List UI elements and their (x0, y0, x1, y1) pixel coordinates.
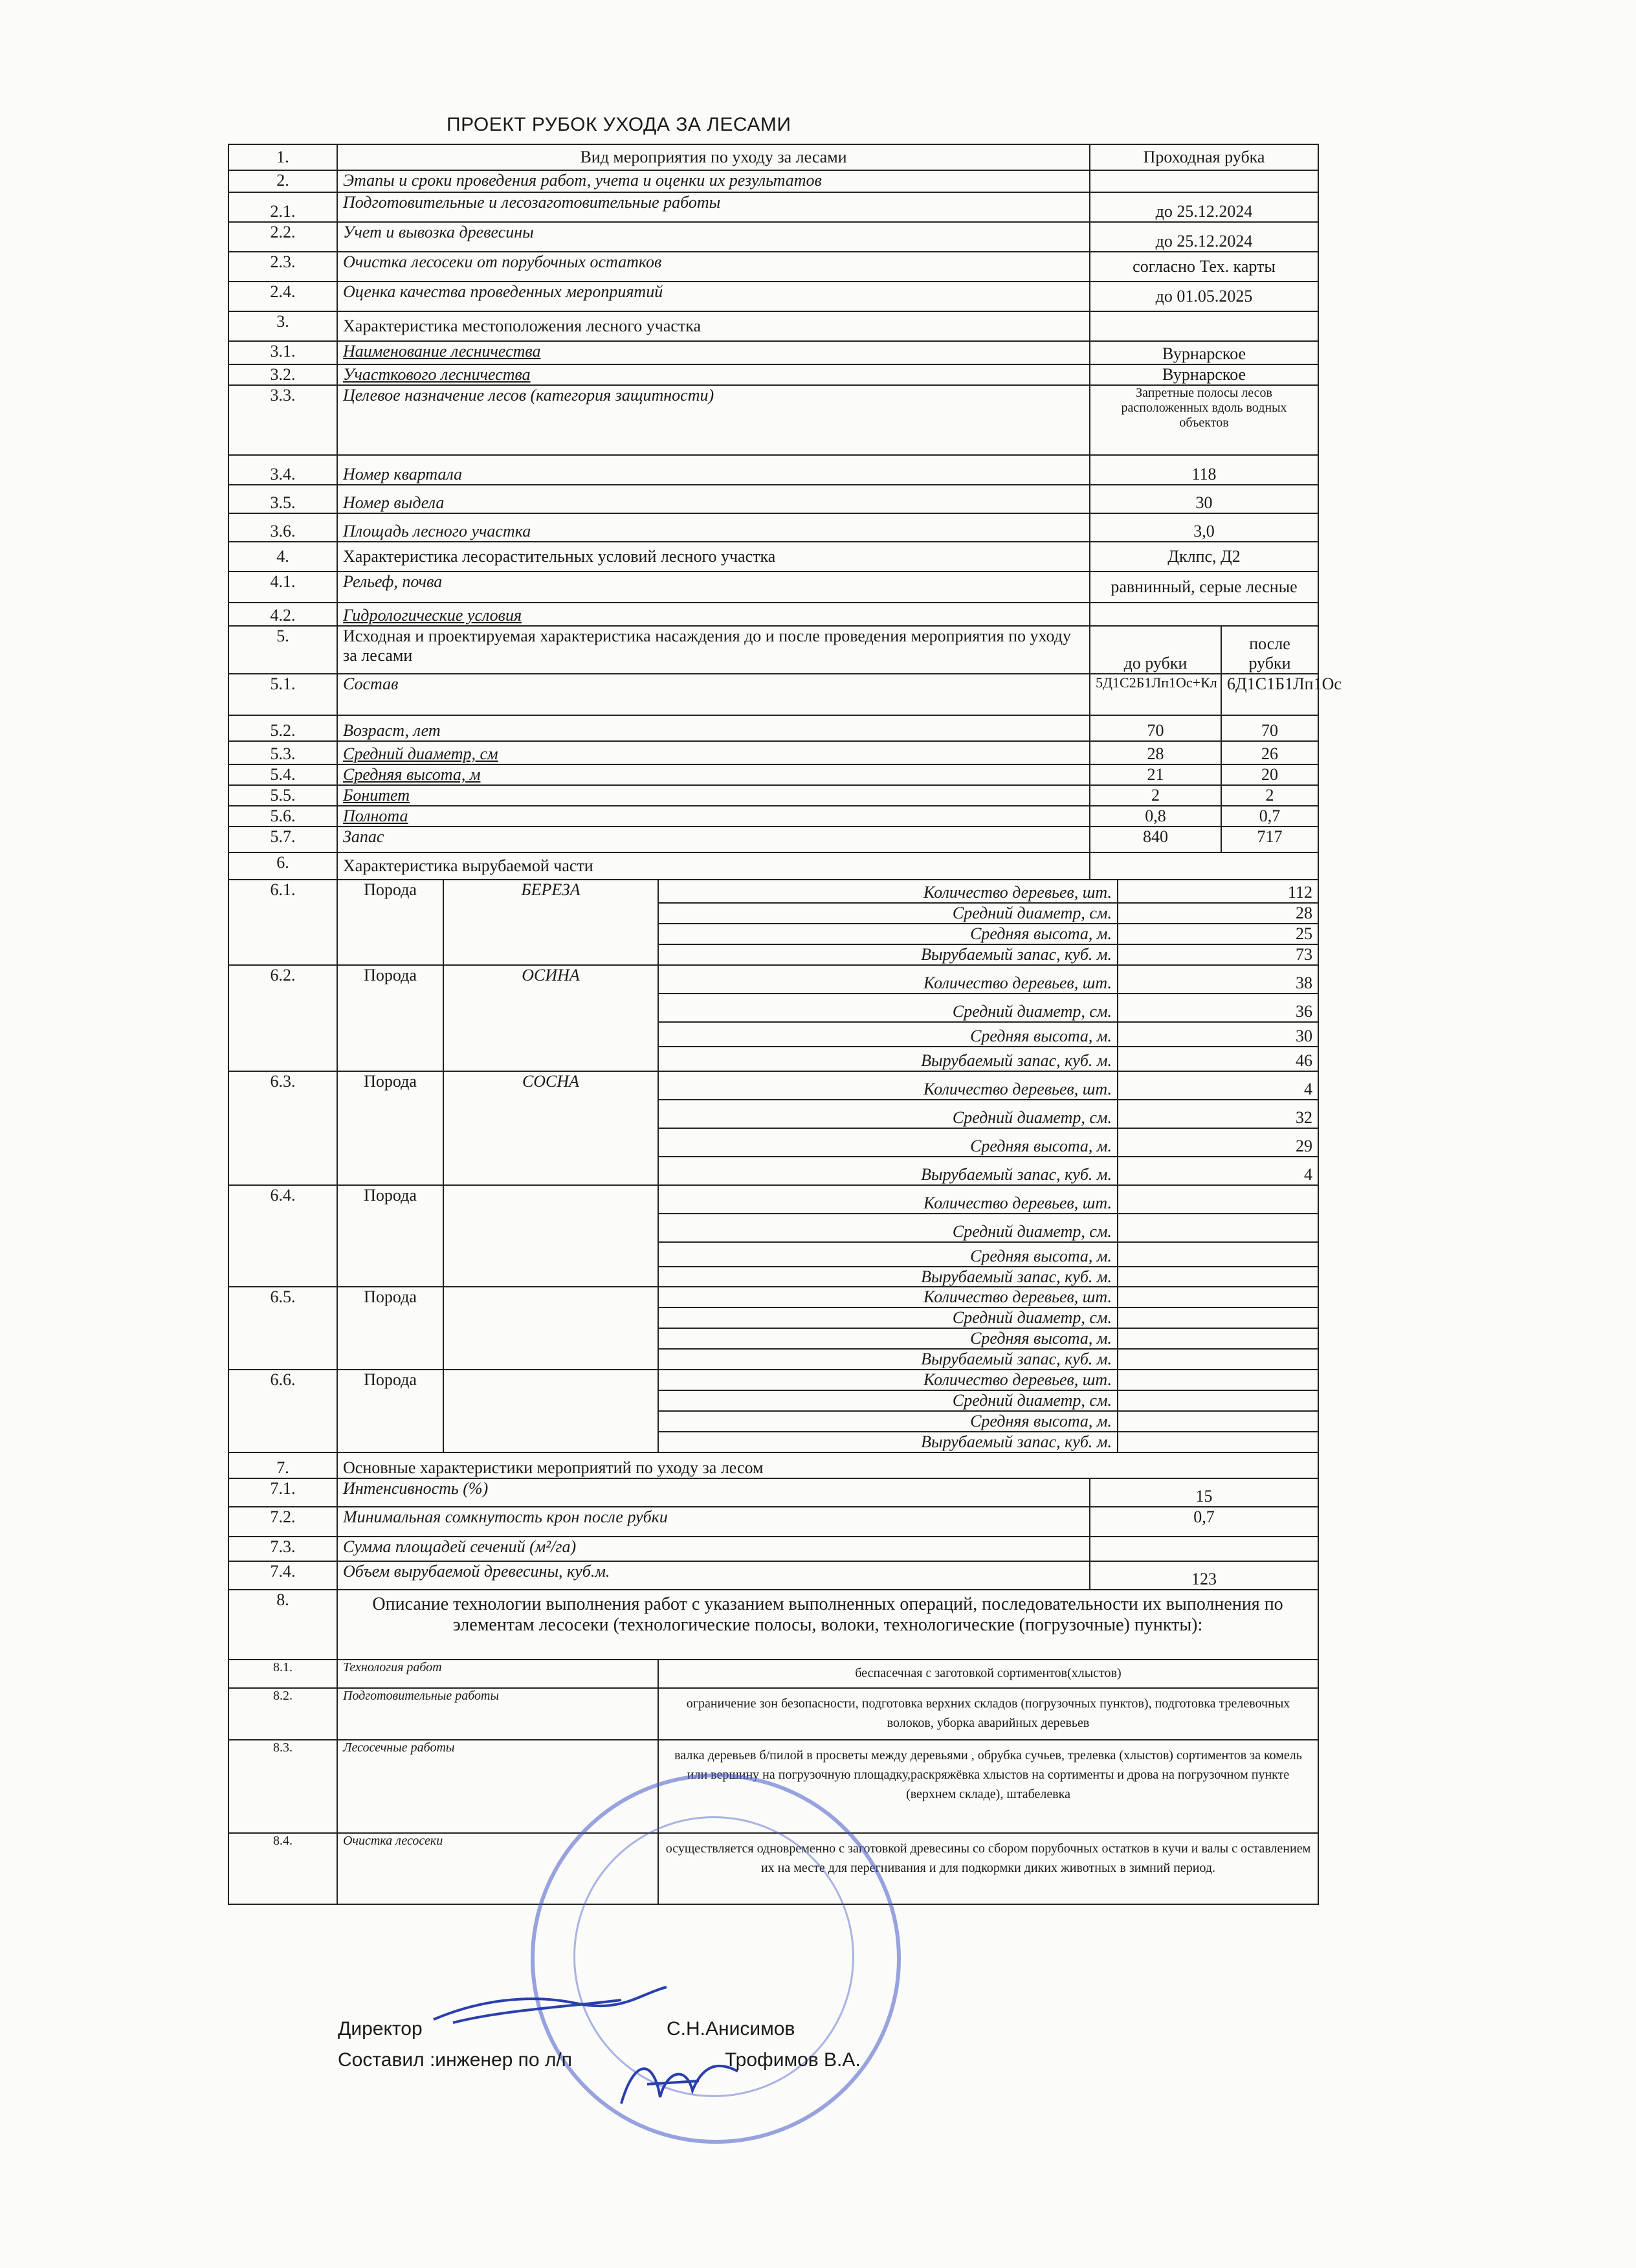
composer-line (338, 2049, 861, 2071)
poroda-label: Порода (337, 965, 443, 1071)
before-value: 70 (1090, 715, 1221, 741)
row-value: осуществляется одновременно с заготовкой древесины со сбором порубочных остатков в кучи и валы с оставлением их на месте для перегнивания и для подкормки диких животных в зимний период. (658, 1833, 1318, 1904)
row-2-2 (228, 222, 1318, 252)
poroda-label: Порода (337, 1287, 443, 1370)
row-number: 3.1. (228, 341, 337, 364)
row-number: 7.4. (228, 1561, 337, 1590)
species-metric-value (1118, 1185, 1318, 1214)
row-3-5 (228, 485, 1318, 513)
after-value: 20 (1221, 764, 1318, 785)
after-value: 70 (1221, 715, 1318, 741)
species-metric-label: Средняя высота, м. (658, 1411, 1118, 1432)
species-metric-value (1118, 1349, 1318, 1370)
species-metric-label: Средний диаметр, см. (658, 1214, 1118, 1242)
row-number: 4.1. (228, 572, 337, 603)
row-number: 1. (228, 144, 337, 170)
row-number: 8. (228, 1590, 337, 1660)
species-number: 6.6. (228, 1370, 337, 1452)
species-metric-value (1118, 1267, 1318, 1287)
species-name (443, 1370, 658, 1452)
row-number: 8.2. (228, 1688, 337, 1740)
row-2-1 (228, 192, 1318, 222)
row-4-1 (228, 572, 1318, 603)
row-value: 123 (1090, 1561, 1318, 1590)
species-metric-label: Количество деревьев, шт. (658, 1370, 1118, 1390)
row-3-6 (228, 513, 1318, 542)
row-label: Вид мероприятия по уходу за лесами (337, 144, 1090, 170)
row-value: Дклпс, Д2 (1090, 542, 1318, 572)
composer-label: Составил :инженер по л/п (338, 2049, 573, 2071)
species-metric-value (1118, 1411, 1318, 1432)
row-label: Этапы и сроки проведения работ, учета и оценки их результатов (337, 170, 1090, 192)
row-label: Сумма площадей сечений (м²/га) (337, 1537, 1090, 1561)
row-label: Подготовительные и лесозаготовительные работы (337, 192, 1090, 222)
species-metric-label: Вырубаемый запас, куб. м. (658, 1432, 1118, 1452)
species-metric-label: Средняя высота, м. (658, 1328, 1118, 1349)
row-number: 8.1. (228, 1660, 337, 1688)
row-4 (228, 542, 1318, 572)
species-metric-label: Количество деревьев, шт. (658, 1071, 1118, 1100)
row-5-7 (228, 827, 1318, 852)
species-metric-value (1118, 1370, 1318, 1390)
director-signature (427, 1974, 673, 2032)
row-label: Номер квартала (337, 455, 1090, 485)
after-value: 2 (1221, 785, 1318, 806)
row-3-3 (228, 385, 1318, 455)
row-number: 5.7. (228, 827, 337, 852)
row-5-1 (228, 674, 1318, 715)
species-number: 6.1. (228, 880, 337, 965)
species-name: СОСНА (443, 1071, 658, 1185)
before-value: 5Д1С2Б1Лп1Ос+Кл (1090, 674, 1221, 715)
after-value: 0,7 (1221, 806, 1318, 827)
row-label: Средний диаметр, см (337, 741, 1090, 764)
species-metric-label: Средняя высота, м. (658, 1022, 1118, 1047)
after-value: 717 (1221, 827, 1318, 852)
species-metric-value (1118, 1242, 1318, 1267)
before-header: до рубки (1090, 626, 1221, 674)
row-5-2 (228, 715, 1318, 741)
row-label: Характеристика местоположения лесного участка (337, 311, 1090, 341)
species-metric-label: Вырубаемый запас, куб. м. (658, 1267, 1118, 1287)
director-label: Директор (338, 2018, 423, 2040)
row-value: 3,0 (1090, 513, 1318, 542)
poroda-label: Порода (337, 1370, 443, 1452)
row-number: 6. (228, 852, 337, 880)
poroda-label: Порода (337, 1071, 443, 1185)
species-metric-value (1118, 1390, 1318, 1411)
species-metric-value: 73 (1118, 944, 1318, 965)
row-number: 5.4. (228, 764, 337, 785)
row-value: 118 (1090, 455, 1318, 485)
row-label: Номер выдела (337, 485, 1090, 513)
row-value (1090, 852, 1318, 880)
species-row (228, 1185, 1318, 1214)
row-value: Вурнарское (1090, 364, 1318, 385)
row-label: Исходная и проектируемая характеристика насаждения до и после проведения мероприятия по уходу за лесами (337, 626, 1090, 674)
row-label: Лесосечные работы (337, 1740, 658, 1833)
species-number: 6.4. (228, 1185, 337, 1287)
species-metric-label: Количество деревьев, шт. (658, 965, 1118, 994)
species-metric-value: 112 (1118, 880, 1318, 903)
row-value: равнинный, серые лесные (1090, 572, 1318, 603)
row-value (1090, 170, 1318, 192)
species-row (228, 965, 1318, 994)
row-number: 3.6. (228, 513, 337, 542)
row-number: 7. (228, 1452, 337, 1478)
row-5-6 (228, 806, 1318, 827)
species-metric-value: 38 (1118, 965, 1318, 994)
poroda-label: Порода (337, 1185, 443, 1287)
row-value: Вурнарское (1090, 341, 1318, 364)
species-metric-value: 4 (1118, 1071, 1318, 1100)
row-2-3 (228, 252, 1318, 282)
row-label: Очистка лесосеки (337, 1833, 658, 1904)
row-number: 3.3. (228, 385, 337, 455)
document-title: ПРОЕКТ РУБОК УХОДА ЗА ЛЕСАМИ (447, 114, 791, 135)
row-7-2 (228, 1507, 1318, 1537)
row-label: Подготовительные работы (337, 1688, 658, 1740)
species-metric-label: Вырубаемый запас, куб. м. (658, 1349, 1118, 1370)
species-metric-label: Количество деревьев, шт. (658, 880, 1118, 903)
row-label: Характеристика вырубаемой части (337, 852, 1090, 880)
director-name: С.Н.Анисимов (667, 2018, 795, 2040)
row-number: 7.3. (228, 1537, 337, 1561)
row-value: до 25.12.2024 (1090, 192, 1318, 222)
row-label: Возраст, лет (337, 715, 1090, 741)
row-number: 5.6. (228, 806, 337, 827)
species-metric-value: 30 (1118, 1022, 1318, 1047)
row-value: 30 (1090, 485, 1318, 513)
row-label: Запас (337, 827, 1090, 852)
row-label: Состав (337, 674, 1090, 715)
row-label: Наименование лесничества (337, 341, 1090, 364)
row-number: 2.1. (228, 192, 337, 222)
row-1 (228, 144, 1318, 170)
row-label: Участкового лесничества (337, 364, 1090, 385)
species-metric-value: 36 (1118, 994, 1318, 1022)
row-label: Описание технологии выполнения работ с указанием выполненных операций, последовательности их выполнения по элементам лесосеки (технологические полосы, волоки, технологические (погрузочные) пункты): (337, 1590, 1318, 1660)
row-value: Проходная рубка (1090, 144, 1318, 170)
species-metric-value (1118, 1307, 1318, 1328)
species-name (443, 1287, 658, 1370)
row-7-1 (228, 1478, 1318, 1507)
row-label: Бонитет (337, 785, 1090, 806)
poroda-label: Порода (337, 880, 443, 965)
species-name: БЕРЕЗА (443, 880, 658, 965)
row-value: до 25.12.2024 (1090, 222, 1318, 252)
species-metric-label: Количество деревьев, шт. (658, 1287, 1118, 1307)
after-value: 6Д1С1Б1Лп1Ос (1221, 674, 1318, 715)
species-metric-value (1118, 1432, 1318, 1452)
row-value (1090, 311, 1318, 341)
species-metric-label: Средняя высота, м. (658, 1242, 1118, 1267)
before-value: 2 (1090, 785, 1221, 806)
row-number: 7.1. (228, 1478, 337, 1507)
row-label: Рельеф, почва (337, 572, 1090, 603)
row-2 (228, 170, 1318, 192)
row-label: Очистка лесосеки от порубочных остатков (337, 252, 1090, 282)
row-8 (228, 1590, 1318, 1660)
row-value: до 01.05.2025 (1090, 282, 1318, 311)
row-number: 7.2. (228, 1507, 337, 1537)
row-number: 3.5. (228, 485, 337, 513)
row-number: 3.4. (228, 455, 337, 485)
row-number: 5.3. (228, 741, 337, 764)
species-metric-label: Средняя высота, м. (658, 924, 1118, 944)
row-8-1 (228, 1660, 1318, 1688)
species-metric-label: Средний диаметр, см. (658, 994, 1118, 1022)
row-number: 3.2. (228, 364, 337, 385)
project-table (228, 144, 1342, 1905)
species-name (443, 1185, 658, 1287)
species-metric-value: 32 (1118, 1100, 1318, 1128)
row-2-4 (228, 282, 1318, 311)
row-label: Учет и вывозка древесины (337, 222, 1090, 252)
row-label: Площадь лесного участка (337, 513, 1090, 542)
species-row (228, 880, 1318, 903)
species-metric-label: Средняя высота, м. (658, 1128, 1118, 1157)
row-number: 2.2. (228, 222, 337, 252)
row-value: 0,7 (1090, 1507, 1318, 1537)
species-number: 6.2. (228, 965, 337, 1071)
species-name: ОСИНА (443, 965, 658, 1071)
before-value: 21 (1090, 764, 1221, 785)
row-value: беспасечная с заготовкой сортиментов(хлыстов) (658, 1660, 1318, 1688)
row-number: 8.4. (228, 1833, 337, 1904)
species-number: 6.3. (228, 1071, 337, 1185)
species-metric-label: Средний диаметр, см. (658, 1100, 1118, 1128)
row-label: Характеристика лесорастительных условий лесного участка (337, 542, 1090, 572)
row-label: Гидрологические условия (337, 603, 1090, 626)
species-metric-label: Вырубаемый запас, куб. м. (658, 1157, 1118, 1185)
composer-name: Трофимов В.А. (725, 2049, 861, 2071)
species-number: 6.5. (228, 1287, 337, 1370)
species-metric-label: Средний диаметр, см. (658, 1390, 1118, 1411)
row-value: ограничение зон безопасности, подготовка верхних складов (погрузочных пунктов), подготовка трелевочных волоков, уборка аварийных деревьев (658, 1688, 1318, 1740)
row-value: валка деревьев б/пилой в просветы между деревьями , обрубка сучьев, трелевка (хлыстов) сортиментов за комель или вершину на погрузочную площадку,раскряжёвка хлыстов на сортименты и дрова на погрузочном пункте (верхнем складе), штабелевка (658, 1740, 1318, 1833)
row-3 (228, 311, 1318, 341)
row-number: 5.1. (228, 674, 337, 715)
row-5-3 (228, 741, 1318, 764)
row-6 (228, 852, 1318, 880)
row-number: 3. (228, 311, 337, 341)
row-value (1090, 1537, 1318, 1561)
row-8-2 (228, 1688, 1318, 1740)
species-metric-label: Вырубаемый запас, куб. м. (658, 944, 1118, 965)
row-number: 2.3. (228, 252, 337, 282)
row-value (1090, 603, 1318, 626)
row-label: Минимальная сомкнутость крон после рубки (337, 1507, 1090, 1537)
species-metric-value: 4 (1118, 1157, 1318, 1185)
row-3-2 (228, 364, 1318, 385)
species-metric-label: Количество деревьев, шт. (658, 1185, 1118, 1214)
row-label: Целевое назначение лесов (категория защитности) (337, 385, 1090, 455)
row-value: 15 (1090, 1478, 1318, 1507)
row-7 (228, 1452, 1318, 1478)
species-row (228, 1370, 1318, 1390)
species-metric-label: Средний диаметр, см. (658, 903, 1118, 924)
species-metric-label: Вырубаемый запас, куб. м. (658, 1047, 1118, 1071)
before-value: 840 (1090, 827, 1221, 852)
row-4-2 (228, 603, 1318, 626)
species-metric-value (1118, 1287, 1318, 1307)
row-label: Оценка качества проведенных мероприятий (337, 282, 1090, 311)
row-number: 2. (228, 170, 337, 192)
species-metric-value: 28 (1118, 903, 1318, 924)
row-label: Технология работ (337, 1660, 658, 1688)
after-header: после рубки (1221, 626, 1318, 674)
row-number: 8.3. (228, 1740, 337, 1833)
species-metric-value: 25 (1118, 924, 1318, 944)
row-number: 2.4. (228, 282, 337, 311)
row-5 (228, 626, 1318, 674)
row-5-4 (228, 764, 1318, 785)
row-number: 4. (228, 542, 337, 572)
row-label: Средняя высота, м (337, 764, 1090, 785)
after-value: 26 (1221, 741, 1318, 764)
before-value: 28 (1090, 741, 1221, 764)
row-number: 5.5. (228, 785, 337, 806)
row-value: Запретные полосы лесов расположенных вдоль водных объектов (1090, 385, 1318, 455)
row-label: Полнота (337, 806, 1090, 827)
before-value: 0,8 (1090, 806, 1221, 827)
row-number: 4.2. (228, 603, 337, 626)
row-7-3 (228, 1537, 1318, 1561)
species-metric-value: 46 (1118, 1047, 1318, 1071)
species-row (228, 1287, 1318, 1307)
species-metric-value: 29 (1118, 1128, 1318, 1157)
row-3-4 (228, 455, 1318, 485)
row-number: 5.2. (228, 715, 337, 741)
row-number: 5. (228, 626, 337, 674)
species-metric-label: Средний диаметр, см. (658, 1307, 1118, 1328)
row-label: Основные характеристики мероприятий по уходу за лесом (337, 1452, 1318, 1478)
director-line (338, 2018, 795, 2040)
row-label: Интенсивность (%) (337, 1478, 1090, 1507)
row-label: Объем вырубаемой древесины, куб.м. (337, 1561, 1090, 1590)
species-metric-value (1118, 1328, 1318, 1349)
row-7-4 (228, 1561, 1318, 1590)
row-3-1 (228, 341, 1318, 364)
species-row (228, 1071, 1318, 1100)
row-5-5 (228, 785, 1318, 806)
species-metric-value (1118, 1214, 1318, 1242)
row-value: согласно Тех. карты (1090, 252, 1318, 282)
